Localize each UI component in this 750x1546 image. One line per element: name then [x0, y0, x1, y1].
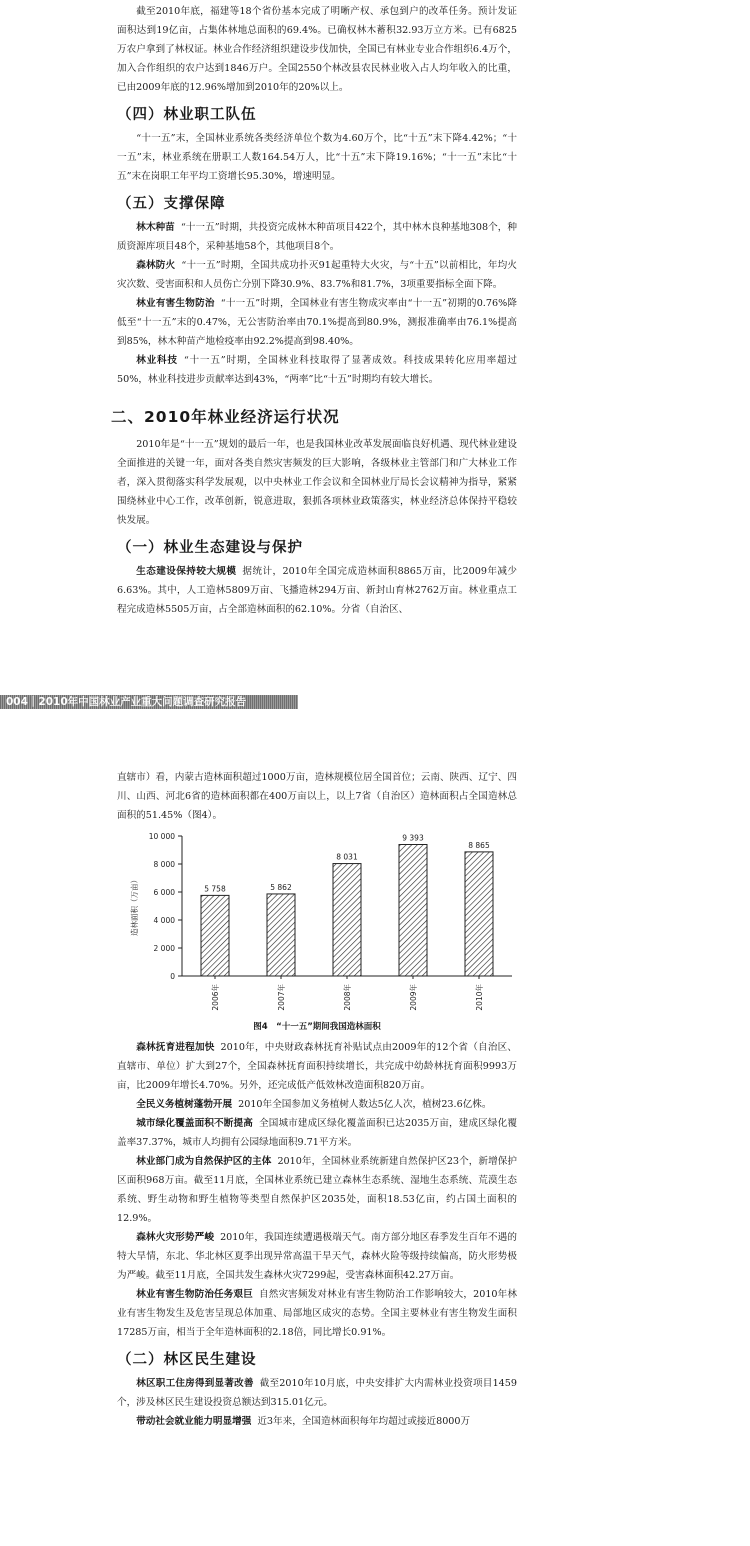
- paragraph: [117, 1412, 517, 1431]
- bar: [465, 852, 493, 976]
- paragraph-lead: 森林抚育进程加快: [136, 1042, 215, 1053]
- paragraph-body: 近3年来，全国造林面积每年均超过或接近8000万: [257, 1416, 471, 1427]
- bar: [399, 844, 427, 976]
- x-tick-label: 2007年: [277, 984, 286, 1011]
- section-heading-workforce: （四）林业职工队伍: [117, 107, 257, 123]
- paragraph: [117, 1228, 517, 1285]
- bottom-page-text: [117, 1038, 517, 1431]
- bar-value-label: 5 862: [270, 882, 292, 892]
- paragraph: 2010年是“十一五”规划的最后一年，也是我国林业改革发展面临良好机遇、现代林业建设全面推进的关键一年，面对各类自然灾害频发的巨大影响，各级林业主管部门和广大林业工作者，深入贯彻落实科学发展观，以中央林业工作会议和全国林业厅局长会议精神为指导，紧紧围绕林业中心工作，改革创新，锐意进取，狠抓各项林业政策落实，林业经济总体保持平稳较快发展。: [117, 439, 517, 526]
- section-heading-ecology: （一）林业生态建设与保护: [117, 540, 303, 556]
- paragraph-body: “十一五”时期，共投资完成林木种苗项目422个，其中林木良种基地308个，种质资源库项目48个，采种基地58个，其他项目8个。: [117, 222, 518, 252]
- paragraph-body: 全国城市建成区绿化覆盖面积已达2035万亩，建成区绿化覆盖率37.37%，城市人均拥有公园绿地面积9.71平方米。: [117, 1118, 517, 1148]
- x-tick-label: 2006年: [211, 984, 220, 1011]
- bottom-page: [0, 760, 750, 1546]
- top-page-text: [111, 2, 518, 619]
- paragraph-body: 2010年，中央财政森林抚育补贴试点由2009年的12个省（自治区、直辖市、单位）扩大到27个，全国森林抚育面积持续增长，共完成中幼龄林抚育面积9993万亩，比2009年增长4.70%。另外，还完成低产低效林改造面积820万亩。: [117, 1042, 517, 1091]
- paragraph-lead: 林区职工住房得到显著改善: [136, 1378, 254, 1389]
- bar: [267, 894, 295, 976]
- y-tick-label: 0: [170, 972, 175, 981]
- top-page: [0, 0, 750, 660]
- paragraph: [117, 1114, 517, 1152]
- paragraph: [117, 294, 517, 351]
- paragraph-body: “十一五”时期，全国共成功扑灭91起重特大火灾，与“十五”以前相比，年均火灾次数、受害面积和人员伤亡分别下降30.9%、83.7%和81.7%，3项重要指标全面下降。: [117, 260, 518, 290]
- x-tick-label: 2008年: [343, 984, 352, 1011]
- bar: [201, 895, 229, 976]
- paragraph: [117, 1038, 517, 1095]
- paragraph-lead: 生态建设保持较大规模: [136, 566, 237, 577]
- bar-value-label: 8 031: [336, 852, 358, 862]
- y-tick-label: 4 000: [153, 916, 175, 925]
- paragraph: [117, 1285, 517, 1342]
- paragraph-body: 据统计，2010年全国完成造林面积8865万亩，比2009年减少6.63%。其中，人工造林5809万亩、飞播造林294万亩、新封山育林2762万亩。林业重点工程完成造林5505万亩，占全部造林面积的62.10%。分省（自治区、: [117, 566, 517, 615]
- paragraph: [117, 256, 517, 294]
- figure-caption: 图4 “十一五”期间我国造林面积: [253, 1022, 381, 1032]
- paragraph-body: “十一五”时期，全国林业有害生物成灾率由“十一五”初期的0.76%降低至“十一五”末的0.47%，无公害防治率由70.1%提高到80.9%，测报准确率由76.1%提高到85%，林木种苗产地检疫率由92.2%提高到98.40%。: [117, 298, 517, 347]
- paragraph: 截至2010年底，福建等18个省份基本完成了明晰产权、承包到户的改革任务。预计发证面积达到19亿亩，占集体林地总面积的69.4%。已确权林木蓄积32.93万立方米。已有6825万农户拿到了林权证。林业合作经济组织建设步伐加快，全国已有林业专业合作组织6.4万个，加入合作组织的农户达到1846万户。全国2550个林改县农民林业收入占人均年收入的比重，已由2009年底的12.96%增加到2010年的20%以上。: [117, 6, 517, 93]
- bar: [333, 864, 361, 976]
- paragraph-lead: 林业有害生物防治: [136, 298, 215, 309]
- y-tick-label: 2 000: [153, 944, 175, 953]
- bar-value-label: 9 393: [402, 833, 424, 843]
- paragraph-body: 自然灾害频发对林业有害生物防治工作影响较大，2010年林业有害生物发生及危害呈现总体加重、局部地区成灾的态势。全国主要林业有害生物发生面积17285万亩，相当于全年造林面积的2.18倍，同比增长0.91%。: [117, 1289, 517, 1338]
- paragraph-body: “十一五”时期，全国林业科技取得了显著成效。科技成果转化应用率超过50%，林业科技进步贡献率达到43%，“两率”比“十五”时期均有较大增长。: [117, 355, 517, 385]
- paragraph-body: 2010年全国参加义务植树人数达5亿人次，植树23.6亿株。: [238, 1099, 492, 1110]
- part-heading: 二、2010年林业经济运行状况: [111, 408, 340, 426]
- paragraph-lead: 林木种苗: [136, 222, 175, 233]
- paragraph-body: 2010年，我国连续遭遇极端天气。南方部分地区春季发生百年不遇的特大旱情，东北、华北林区夏季出现异常高温干旱天气，森林火险等级持续偏高，防火形势极为严峻。截至11月底，全国共发生森林火灾7299起，受害森林面积42.27万亩。: [117, 1232, 518, 1281]
- chart-svg: [117, 828, 517, 1018]
- bottom-intro: [117, 768, 517, 825]
- x-tick-label: 2009年: [409, 984, 418, 1011]
- section-heading-support: （五）支撑保障: [117, 196, 226, 212]
- paragraph: “十一五”末，全国林业系统各类经济单位个数为4.60万个，比“十五”末下降4.42%；“十一五”末，林业系统在册职工人数164.54万人，比“十五”末下降19.16%；“十一五”末比“十五”末在岗职工年平均工资增长95.30%，增速明显。: [117, 133, 517, 182]
- section-heading-livelihood: （二）林区民生建设: [117, 1352, 257, 1368]
- paragraph: [117, 1374, 517, 1412]
- x-tick-label: 2010年: [475, 984, 484, 1011]
- paragraph-lead: 林业有害生物防治任务艰巨: [136, 1289, 253, 1300]
- y-tick-label: 8 000: [153, 860, 175, 869]
- page-header-text: 004｜2010年中国林业产业重大问题调查研究报告: [6, 696, 247, 708]
- y-tick-label: 10 000: [148, 832, 175, 841]
- paragraph-lead: 林业科技: [136, 355, 178, 366]
- y-tick-label: 6 000: [153, 888, 175, 897]
- paragraph-lead: 全民义务植树蓬勃开展: [136, 1099, 233, 1110]
- paragraph-body: 2010年，全国林业系统新建自然保护区23个，新增保护区面积968万亩。截至11月底，全国林业系统已建立森林生态系统、湿地生态系统、荒漠生态系统、野生动物和野生植物等类型自然保护区2035处，面积18.53亿亩，约占国土面积的12.9%。: [117, 1156, 517, 1224]
- paragraph-lead: 森林防火: [136, 260, 176, 271]
- paragraph-lead: 森林火灾形势严峻: [136, 1232, 215, 1243]
- paragraph-body: 截至2010年10月底，中央安排扩大内需林业投资项目1459个，涉及林区民生建设投资总额达到315.01亿元。: [117, 1378, 517, 1408]
- paragraph: [117, 218, 517, 256]
- paragraph: [117, 351, 517, 389]
- bar-value-label: 5 758: [204, 884, 226, 894]
- paragraph-lead: 林业部门成为自然保护区的主体: [136, 1156, 272, 1167]
- paragraph: 直辖市）看，内蒙古造林面积超过1000万亩，造林规模位居全国首位；云南、陕西、辽宁、四川、山西、河北6省的造林面积都在400万亩以上，以上7省（自治区）造林面积占全国造林总面积的51.45%（图4）。: [117, 772, 517, 821]
- paragraph: [117, 1095, 517, 1114]
- paragraph: [117, 1152, 517, 1228]
- paragraph-lead: 带动社会就业能力明显增强: [136, 1416, 252, 1427]
- page-header-banner: [0, 695, 298, 709]
- afforestation-chart: [117, 828, 517, 1028]
- y-axis-title: 造林面积（万亩）: [130, 876, 139, 936]
- paragraph: [117, 562, 517, 619]
- paragraph-lead: 城市绿化覆盖面积不断提高: [136, 1118, 253, 1129]
- bar-value-label: 8 865: [468, 840, 490, 850]
